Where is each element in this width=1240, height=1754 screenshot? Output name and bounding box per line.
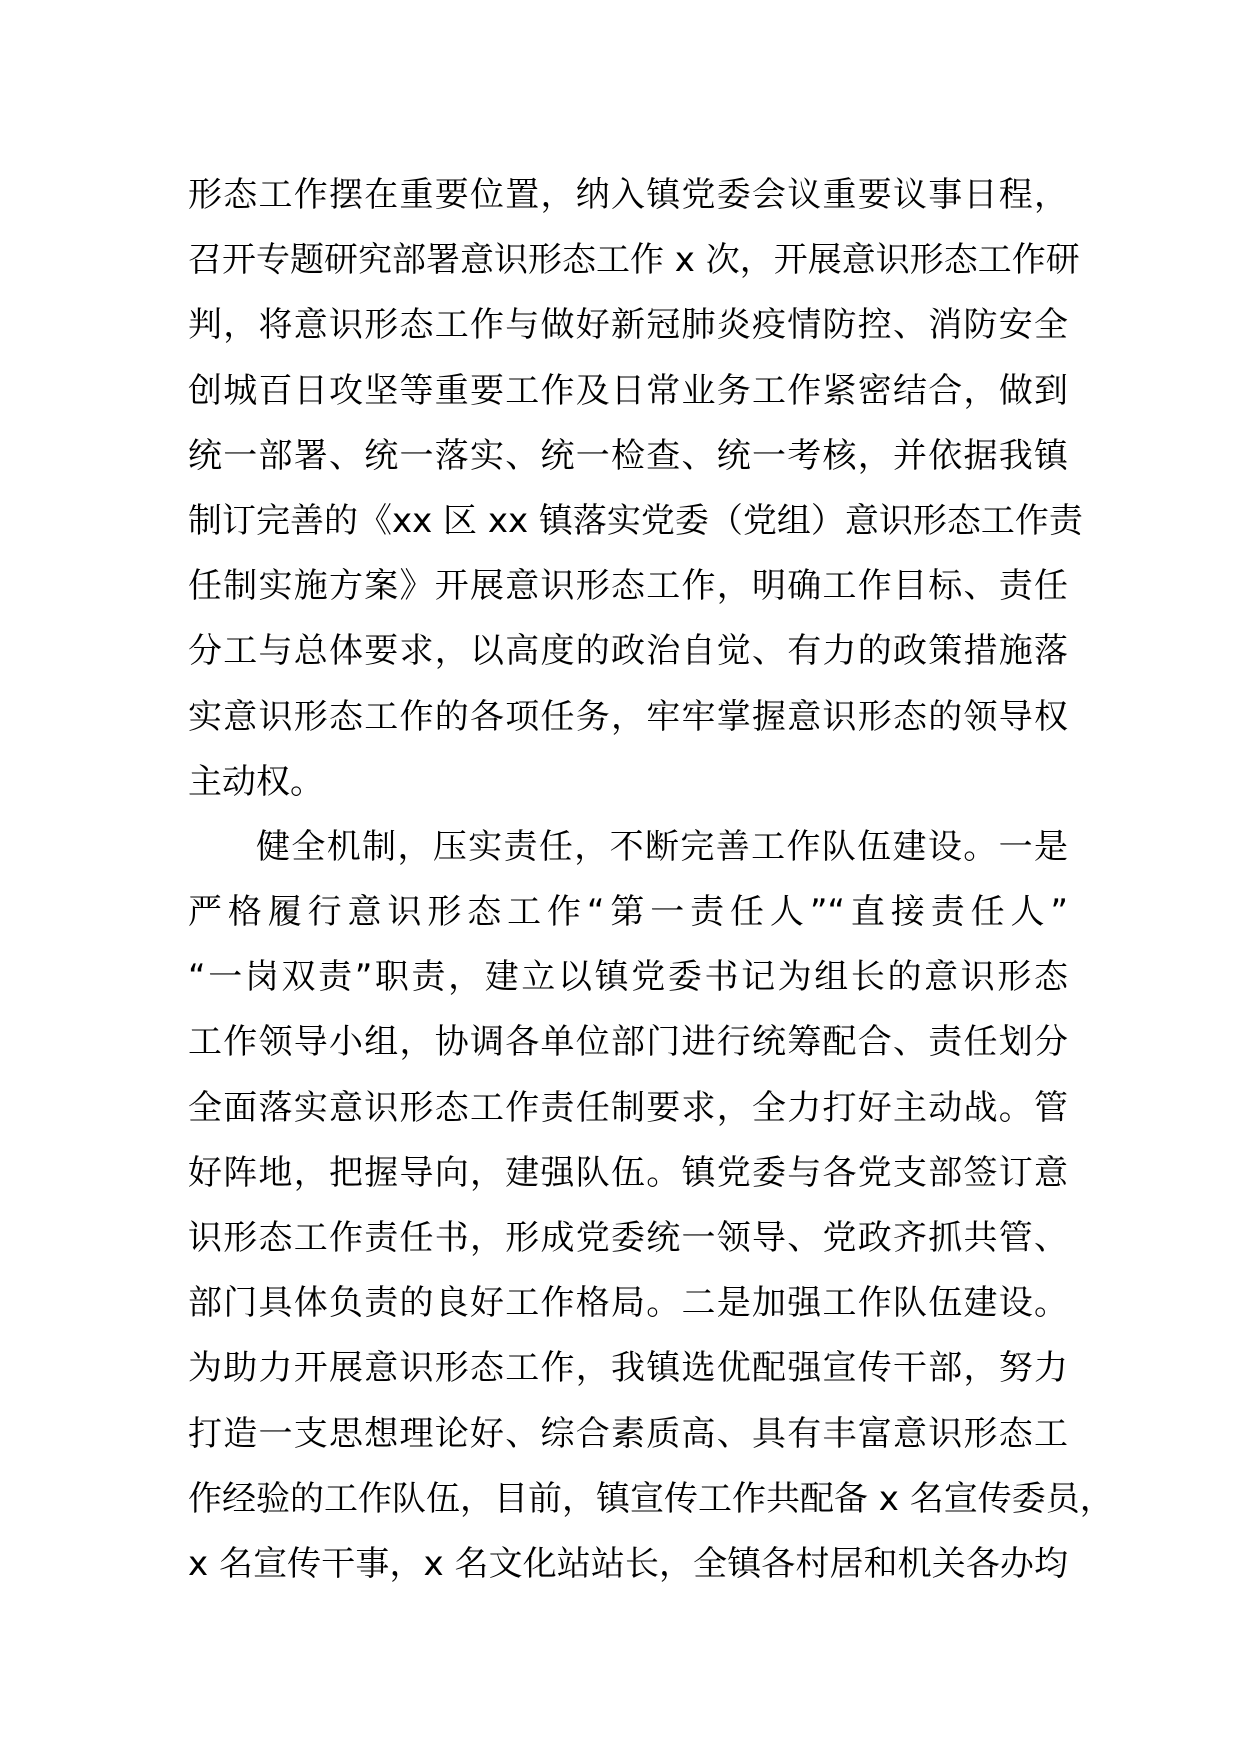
text-line: 作经验的工作队伍，目前，镇宣传工作共配备 x 名宣传委员， <box>188 1478 1114 1519</box>
text-line: 好阵地，把握导向，建强队伍。镇党委与各党支部签订意 <box>188 1152 1068 1193</box>
text-line: 打造一支思想理论好、综合素质高、具有丰富意识形态工 <box>188 1413 1068 1454</box>
text-line: 为助力开展意识形态工作，我镇选优配强宣传干部，努力 <box>188 1348 1068 1389</box>
text-line: 识形态工作责任书，形成党委统一领导、党政齐抓共管、 <box>188 1218 1068 1258</box>
text-line: 召开专题研究部署意识形态工作 x 次，开展意识形态工作研 <box>188 240 1080 281</box>
text-line: 健全机制，压实责任，不断完善工作队伍建设。一是 <box>256 826 1068 867</box>
text-line: 任制实施方案》开展意识形态工作，明确工作目标、责任 <box>188 566 1068 607</box>
text-line: 实意识形态工作的各项任务，牢牢掌握意识形态的领导权 <box>188 696 1068 737</box>
text-line: “一岗双责”职责，建立以镇党委书记为组长的意识形态 <box>188 957 1068 998</box>
text-line: 判，将意识形态工作与做好新冠肺炎疫情防控、消防安全 <box>188 305 1068 346</box>
text-line: x 名宣传干事，x 名文化站站长，全镇各村居和机关各办均 <box>188 1543 1068 1584</box>
body-text <box>188 163 1114 1597</box>
text-line: 严格履行意识形态工作“第一责任人”“直接责任人” <box>188 892 1068 933</box>
text-line: 全面落实意识形态工作责任制要求，全力打好主动战。管 <box>188 1087 1068 1128</box>
text-line: 创城百日攻坚等重要工作及日常业务工作紧密结合，做到 <box>188 370 1068 411</box>
text-line: 制订完善的《xx 区 xx 镇落实党委（党组）意识形态工作责 <box>188 500 1083 541</box>
text-line: 统一部署、统一落实、统一检查、统一考核，并依据我镇 <box>188 435 1068 476</box>
text-line: 分工与总体要求，以高度的政治自觉、有力的政策措施落 <box>188 631 1068 672</box>
text-line: 主动权。 <box>188 761 324 802</box>
text-line: 形态工作摆在重要位置，纳入镇党委会议重要议事日程， <box>188 175 1068 215</box>
text-line: 工作领导小组，协调各单位部门进行统筹配合、责任划分 <box>188 1022 1068 1063</box>
text-line: 部门具体负责的良好工作格局。二是加强工作队伍建设。 <box>188 1283 1068 1324</box>
